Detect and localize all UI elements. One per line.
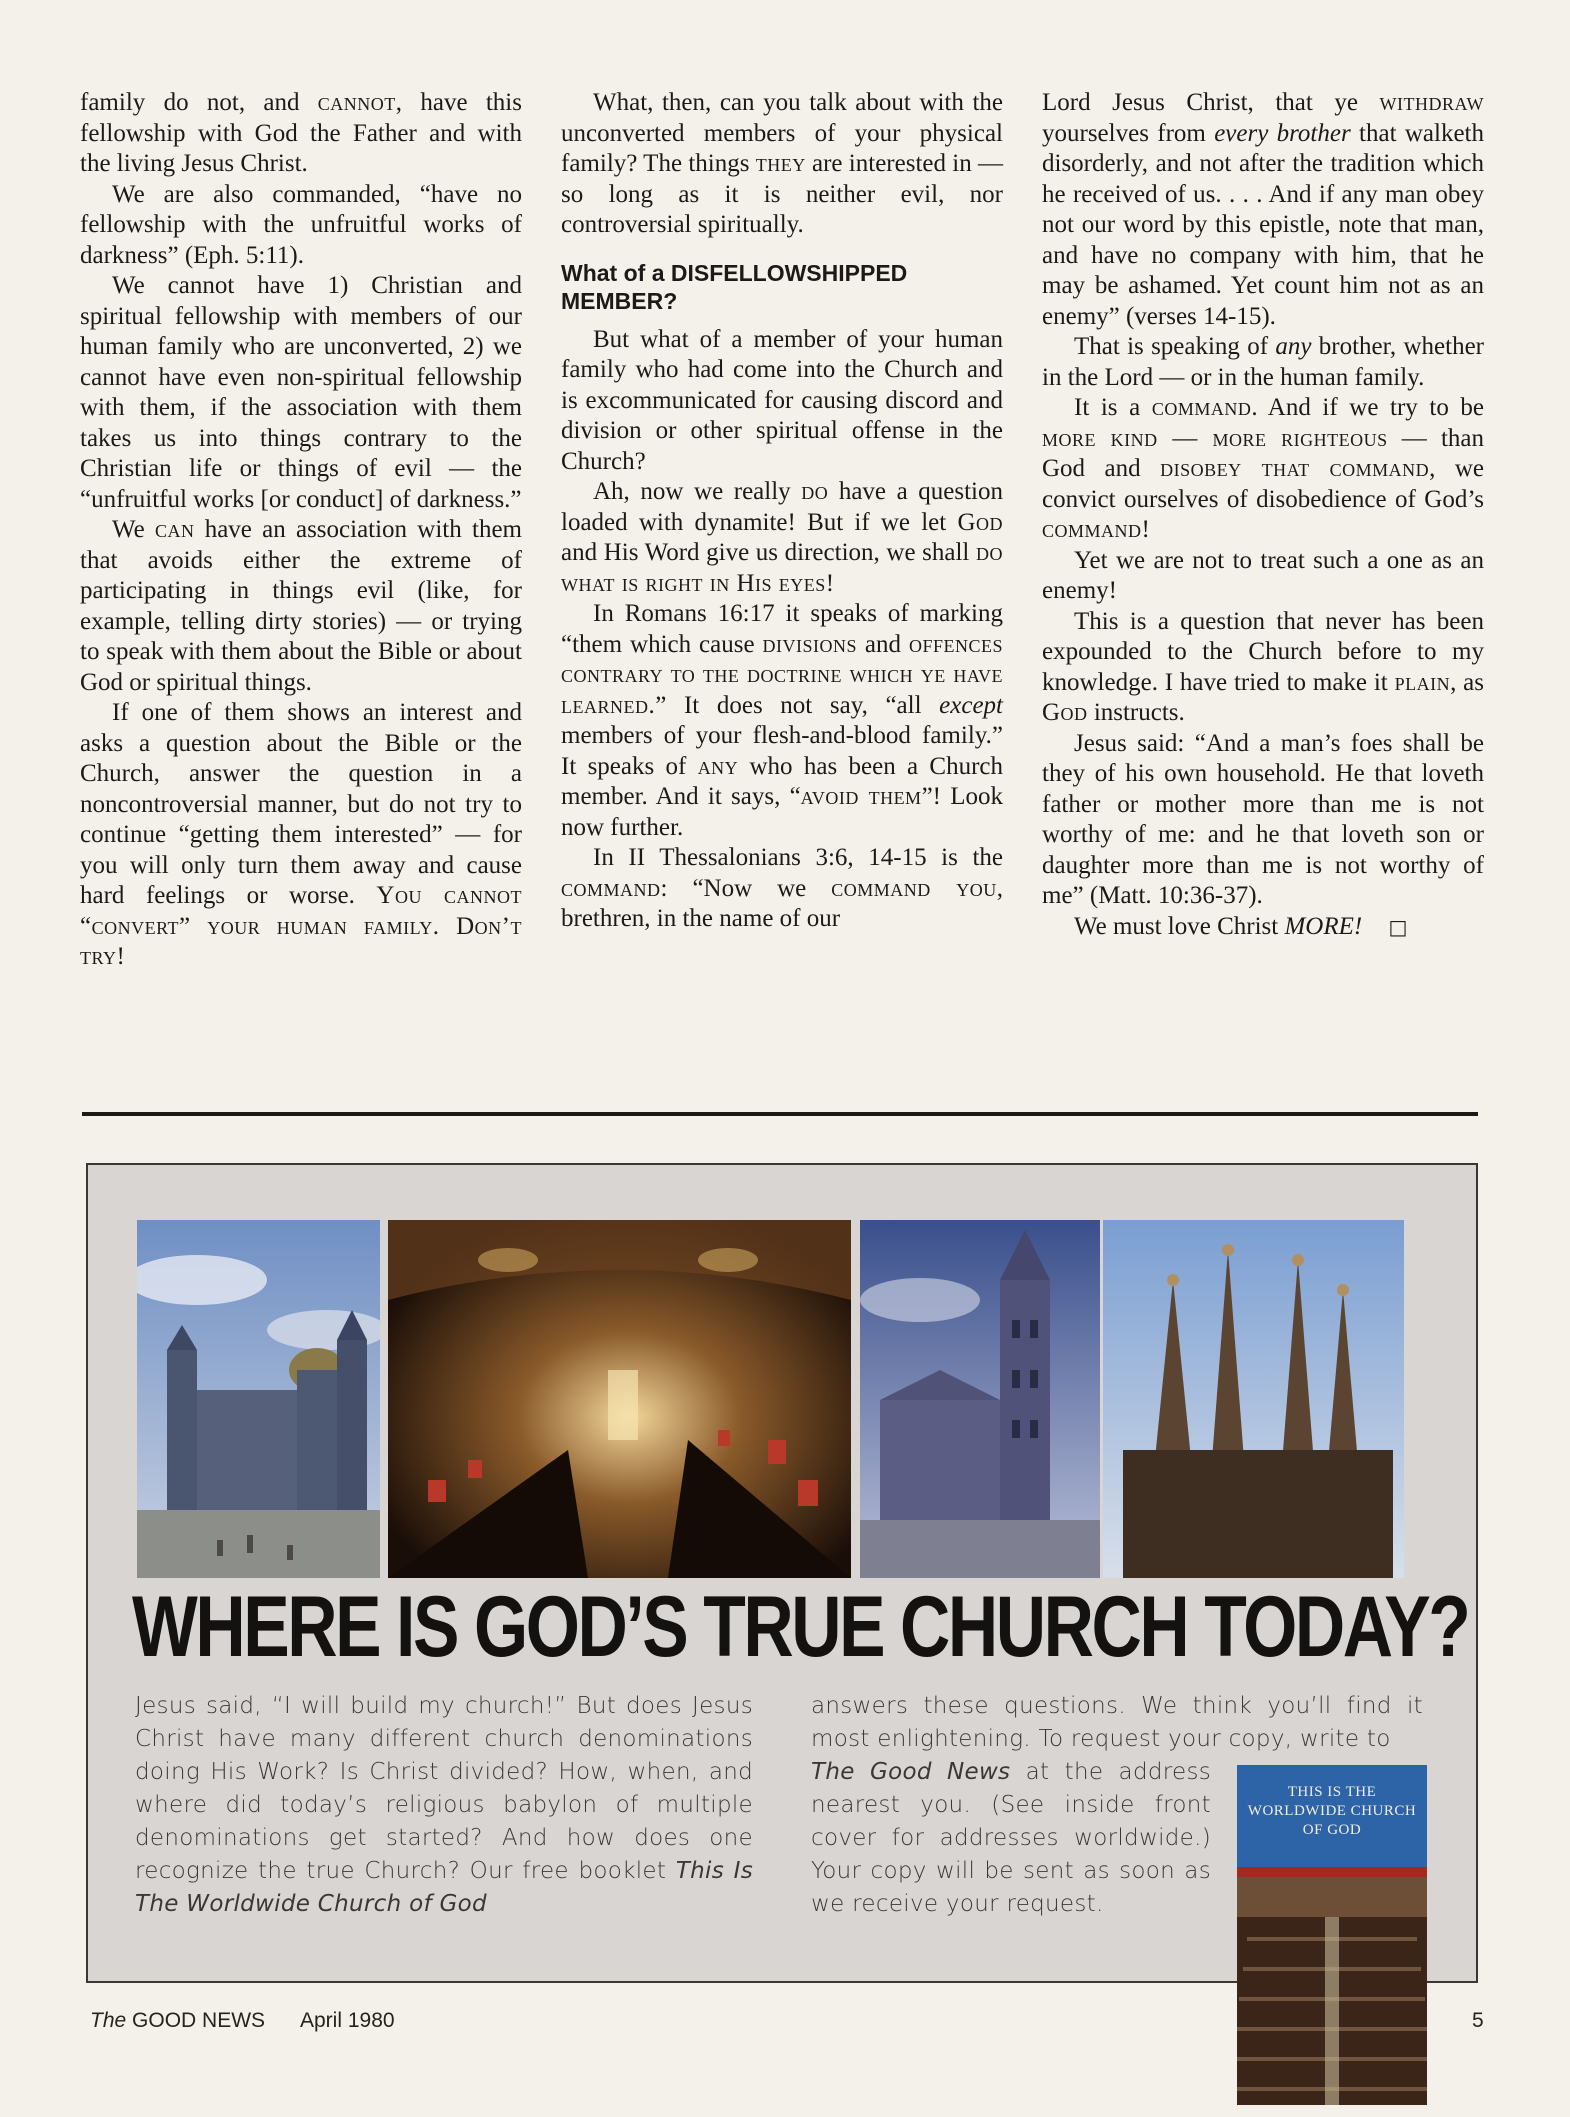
booklet-title: THIS IS THE WORLDWIDE CHURCH OF GOD <box>1237 1765 1427 1867</box>
page-number: 5 <box>1472 2009 1484 2032</box>
col3-paragraph-6: Jesus said: “And a man’s foes shall be they of his own household. He that loveth father or mother more than me is not worthy of me: and he that loveth son or daughter more than me is not worthy of me” (Matt. 10:36-37). <box>1042 729 1484 909</box>
col3-paragraph-5: This is a question that never has been expounded to the Church before to my knowledge. I have tried to make it plain, as God instructs. <box>1042 607 1485 726</box>
ad-text-right-top: answers these questions. We think you’ll find it most enlightening. To request your copy, write to <box>811 1693 1423 1752</box>
photo-cathedral-interior <box>388 1220 851 1578</box>
col1-paragraph-2: We are also commanded, “have no fellowship with the unfruitful works of darkness” (Eph. 5:11). <box>80 180 522 269</box>
col3-paragraph-3: It is a command. And if we try to be more kind — more righteous — than God and disobey that command, we convict ourselves of disobedience of God’s command! <box>1042 394 1485 543</box>
footer-date: April 1980 <box>300 2009 395 2032</box>
text-column-3 <box>1042 88 1484 942</box>
col3-paragraph-7: We must love Christ MORE! □ <box>1074 912 1408 940</box>
col3-paragraph-4: Yet we are not to treat such a one as an enemy! <box>1042 546 1484 604</box>
col1-paragraph-4: We can have an association with them that avoids either the extreme of participating in things evil (like, for example, telling dirty stories) — or trying to speak with them about the Bible or about God or spiritual things. <box>80 516 522 696</box>
booklet-crowd-photo <box>1237 1877 1427 2105</box>
photo-basilica <box>137 1220 380 1578</box>
col3-paragraph-1: Lord Jesus Christ, that ye withdraw yourselves from every brother that walketh disorderly, and not after the tradition which he received of us. . . . And if any man obey not our word by this epistle, note that man, and have no company with him, that he may be ashamed. Yet count him not as an enemy” (verses 14-15). <box>1042 89 1484 330</box>
section-divider <box>82 1112 1478 1116</box>
booklet-cover-image <box>1237 1765 1427 2105</box>
ad-text-right-bottom: The Good News at the address nearest you. (See inside front cover for addresses worldwide.) Your copy will be sent as soon as we receive your request. <box>811 1759 1212 1917</box>
col3-paragraph-2: That is speaking of any brother, whether in the Lord — or in the human family. <box>1042 333 1484 391</box>
col2-paragraph-3: Ah, now we really do have a question loaded with dynamite! But if we let God and His Word give us direction, we shall do what is right in His eyes! <box>561 478 1003 597</box>
col1-paragraph-5: If one of them shows an interest and asks a question about the Bible or the Church, answer the question in a noncontroversial manner, but do not try to continue “getting them interested” — for you will only turn them away and cause hard feelings or worse. You cannot “convert” your human family. Don’t try! <box>80 699 522 970</box>
booklet-band <box>1237 1867 1427 1877</box>
ad-text-left: Jesus said, “I will build my church!” But does Jesus Christ have many different church denominations doing His Work? Is Christ divided? How, when, and where did today’s religious babylon of multiple denominations get started? And how does one recognize the true Church? Our free booklet This Is The Worldwide Church of God <box>135 1693 753 1917</box>
col2-paragraph-4: In Romans 16:17 it speaks of marking “them which cause divisions and offences contrary to the doctrine which ye have learned.” It does not say, “all except members of your flesh-and-blood family.” It speaks of any who has been a Church member. And it says, “avoid them”! Look now further. <box>561 600 1004 841</box>
col2-paragraph-2: But what of a member of your human family who had come into the Church and is excommunicated for causing discord and division or other spiritual offense in the Church? <box>561 325 1003 475</box>
ad-headline: WHERE IS GOD’S TRUE CHURCH TODAY? <box>132 1579 1469 1675</box>
col1-paragraph-1: family do not, and cannot, have this fellowship with God the Father and with the living Jesus Christ. <box>80 89 522 177</box>
col2-paragraph-5: In II Thessalonians 3:6, 14-15 is the command: “Now we command you, brethren, in the name of our <box>561 844 1003 932</box>
photo-church-tower <box>860 1220 1100 1578</box>
col1-paragraph-3: We cannot have 1) Christian and spiritual fellowship with members of our human family who are unconverted, 2) we cannot have even non-spiritual fellowship with them, if the association with them takes us into things contrary to the Christian life or things of evil — the “unfruitful works [or conduct] of darkness.” <box>80 272 522 513</box>
col2-paragraph-1: What, then, can you talk about with the unconverted members of your physical family? The things they are interested in — so long as it is neither evil, nor controversial spiritually. <box>561 89 1003 238</box>
photo-cathedral-spires <box>1103 1220 1404 1578</box>
text-column-2 <box>561 88 1003 935</box>
section-heading: What of a DISFELLOWSHIPPED MEMBER? <box>561 259 908 314</box>
text-column-1 <box>80 88 522 973</box>
end-mark: □ <box>1388 914 1408 939</box>
footer-magazine: The GOOD NEWS <box>90 2009 266 2032</box>
